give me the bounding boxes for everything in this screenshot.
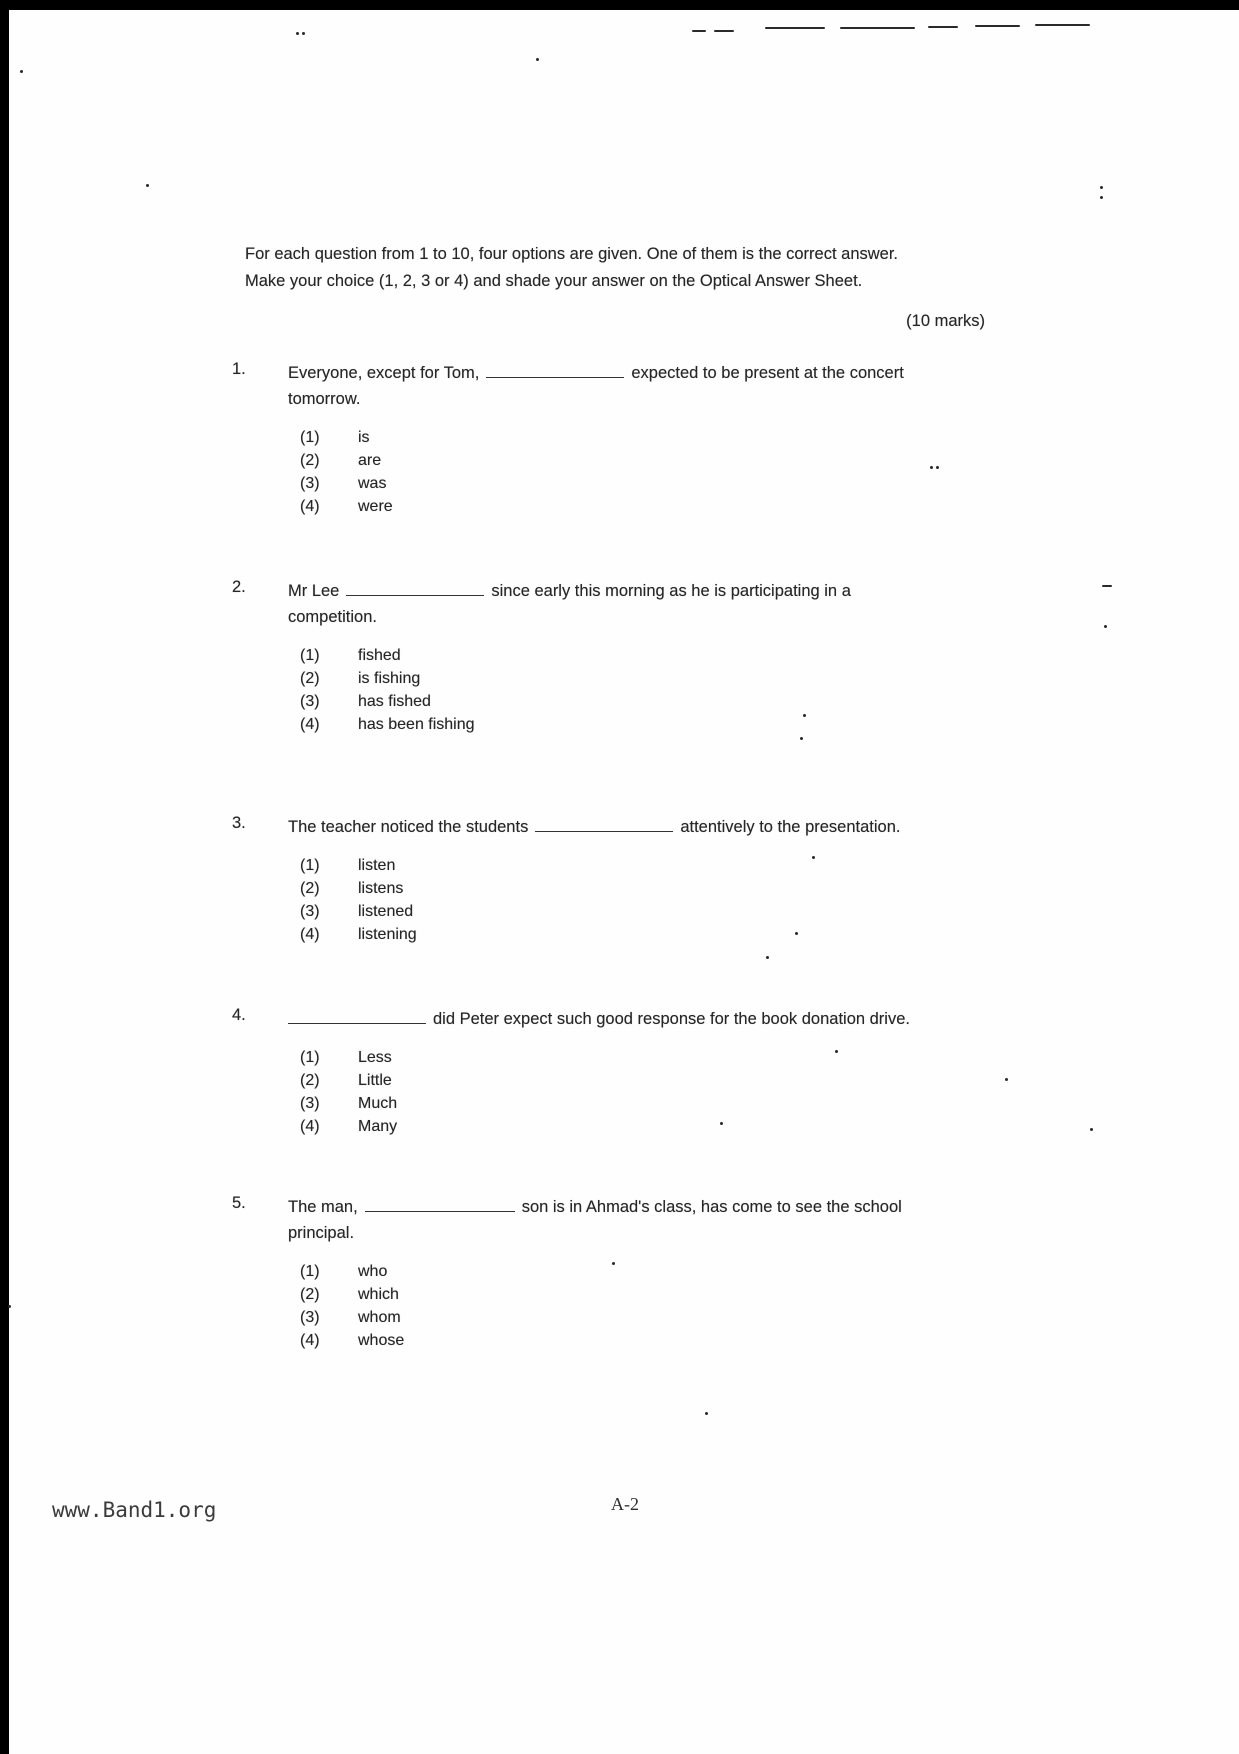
option-number: (1) — [300, 647, 320, 664]
scan-artifact — [1090, 1128, 1093, 1131]
question-3 — [232, 814, 1022, 946]
option-number: (1) — [300, 1263, 320, 1280]
question-text-after: expected to be present at the concert tomorrow. — [288, 364, 904, 408]
option-row — [300, 1260, 1022, 1283]
scan-artifact — [536, 58, 539, 61]
scan-artifact — [1100, 186, 1103, 189]
question-text-after: son is in Ahmad's class, has come to see the school principal. — [288, 1198, 902, 1242]
option-label: which — [358, 1286, 399, 1303]
question-text-before: Mr Lee — [288, 582, 340, 600]
option-number: (3) — [300, 475, 320, 492]
scan-artifact — [8, 1305, 11, 1308]
question-number: 2. — [232, 578, 246, 596]
option-row — [300, 426, 1022, 449]
option-number: (1) — [300, 429, 320, 446]
option-label: is — [358, 429, 370, 446]
option-number: (1) — [300, 857, 320, 874]
option-row — [300, 1069, 1022, 1092]
question-text-before: Everyone, except for Tom, — [288, 364, 480, 382]
option-number: (2) — [300, 670, 320, 687]
option-number: (4) — [300, 498, 320, 515]
option-number: (4) — [300, 716, 320, 733]
question-number: 1. — [232, 360, 246, 378]
option-row — [300, 1283, 1022, 1306]
options-list — [300, 644, 1022, 736]
question-text — [288, 360, 948, 412]
option-row — [300, 1092, 1022, 1115]
answer-blank — [535, 817, 673, 832]
option-row — [300, 877, 1022, 900]
option-label: Little — [358, 1072, 392, 1089]
scan-artifact — [1102, 585, 1112, 587]
scan-artifact — [705, 1412, 708, 1415]
scan-artifact — [975, 25, 1020, 27]
option-label: listening — [358, 926, 417, 943]
option-label: are — [358, 452, 382, 469]
option-row — [300, 1046, 1022, 1069]
option-label: fished — [358, 647, 401, 664]
option-number: (3) — [300, 693, 320, 710]
question-1 — [232, 360, 1022, 518]
scan-artifact — [296, 32, 299, 35]
scan-artifact — [840, 27, 915, 29]
question-text — [288, 1006, 988, 1032]
option-label: Many — [358, 1118, 398, 1135]
scan-artifact — [766, 956, 769, 959]
options-list — [300, 1046, 1022, 1138]
option-row — [300, 854, 1022, 877]
option-label: were — [358, 498, 393, 515]
option-label: listens — [358, 880, 404, 897]
option-label: has been fishing — [358, 716, 475, 733]
option-label: listen — [358, 857, 396, 874]
scan-artifact — [765, 27, 825, 29]
answer-blank — [486, 363, 624, 378]
scan-edge-top — [0, 0, 1239, 10]
option-number: (3) — [300, 1309, 320, 1326]
scan-artifact — [1035, 24, 1090, 26]
option-number: (2) — [300, 1072, 320, 1089]
instructions-line-2: Make your choice (1, 2, 3 or 4) and shade your answer on the Optical Answer Sheet. — [245, 272, 863, 290]
option-row — [300, 644, 1022, 667]
question-text-before: The teacher noticed the students — [288, 818, 529, 836]
instructions — [245, 241, 990, 295]
watermark-url: www.Band1.org — [52, 1498, 217, 1522]
question-number: 4. — [232, 1006, 246, 1024]
scan-artifact — [714, 30, 734, 32]
question-number: 5. — [232, 1194, 246, 1212]
question-text-after: did Peter expect such good response for the book donation drive. — [433, 1010, 910, 1028]
option-label: whom — [358, 1309, 401, 1326]
option-number: (4) — [300, 1332, 320, 1349]
option-row — [300, 1306, 1022, 1329]
option-row — [300, 713, 1022, 736]
answer-blank — [365, 1197, 515, 1212]
option-label: listened — [358, 903, 414, 920]
option-row — [300, 900, 1022, 923]
scan-artifact — [800, 737, 803, 740]
option-number: (2) — [300, 1286, 320, 1303]
option-label: whose — [358, 1332, 405, 1349]
option-number: (4) — [300, 926, 320, 943]
question-text — [288, 814, 988, 840]
option-number: (2) — [300, 880, 320, 897]
question-2 — [232, 578, 1022, 736]
scan-artifact — [928, 26, 958, 28]
option-label: Less — [358, 1049, 392, 1066]
scan-artifact — [1100, 196, 1103, 199]
answer-blank — [288, 1009, 426, 1024]
question-number: 3. — [232, 814, 246, 832]
option-row — [300, 1329, 1022, 1352]
question-text — [288, 1194, 933, 1246]
instructions-line-1: For each question from 1 to 10, four options are given. One of them is the correct answer. — [245, 245, 899, 263]
page-number: A-2 — [611, 1494, 639, 1514]
scan-artifact — [302, 32, 305, 35]
options-list — [300, 426, 1022, 518]
scan-artifact — [1104, 625, 1107, 628]
option-number: (1) — [300, 1049, 320, 1066]
option-number: (3) — [300, 1095, 320, 1112]
scan-artifact — [692, 30, 706, 32]
scan-artifact — [146, 184, 149, 187]
question-5 — [232, 1194, 1022, 1352]
option-label: has fished — [358, 693, 431, 710]
option-row — [300, 690, 1022, 713]
option-row — [300, 472, 1022, 495]
scan-artifact — [20, 70, 23, 73]
marks-label: (10 marks) — [906, 312, 985, 330]
options-list — [300, 1260, 1022, 1352]
scan-edge-left — [0, 0, 9, 1754]
options-list — [300, 854, 1022, 946]
option-row — [300, 923, 1022, 946]
question-text-after: since early this morning as he is participating in a competition. — [288, 582, 851, 626]
question-text — [288, 578, 913, 630]
option-label: is fishing — [358, 670, 421, 687]
option-row — [300, 449, 1022, 472]
question-4 — [232, 1006, 1022, 1138]
option-label: was — [358, 475, 387, 492]
option-row — [300, 1115, 1022, 1138]
option-label: who — [358, 1263, 388, 1280]
option-number: (3) — [300, 903, 320, 920]
option-number: (4) — [300, 1118, 320, 1135]
answer-blank — [346, 581, 484, 596]
question-text-before: The man, — [288, 1198, 358, 1216]
option-row — [300, 667, 1022, 690]
option-number: (2) — [300, 452, 320, 469]
question-text-after: attentively to the presentation. — [680, 818, 901, 836]
option-row — [300, 495, 1022, 518]
option-label: Much — [358, 1095, 398, 1112]
